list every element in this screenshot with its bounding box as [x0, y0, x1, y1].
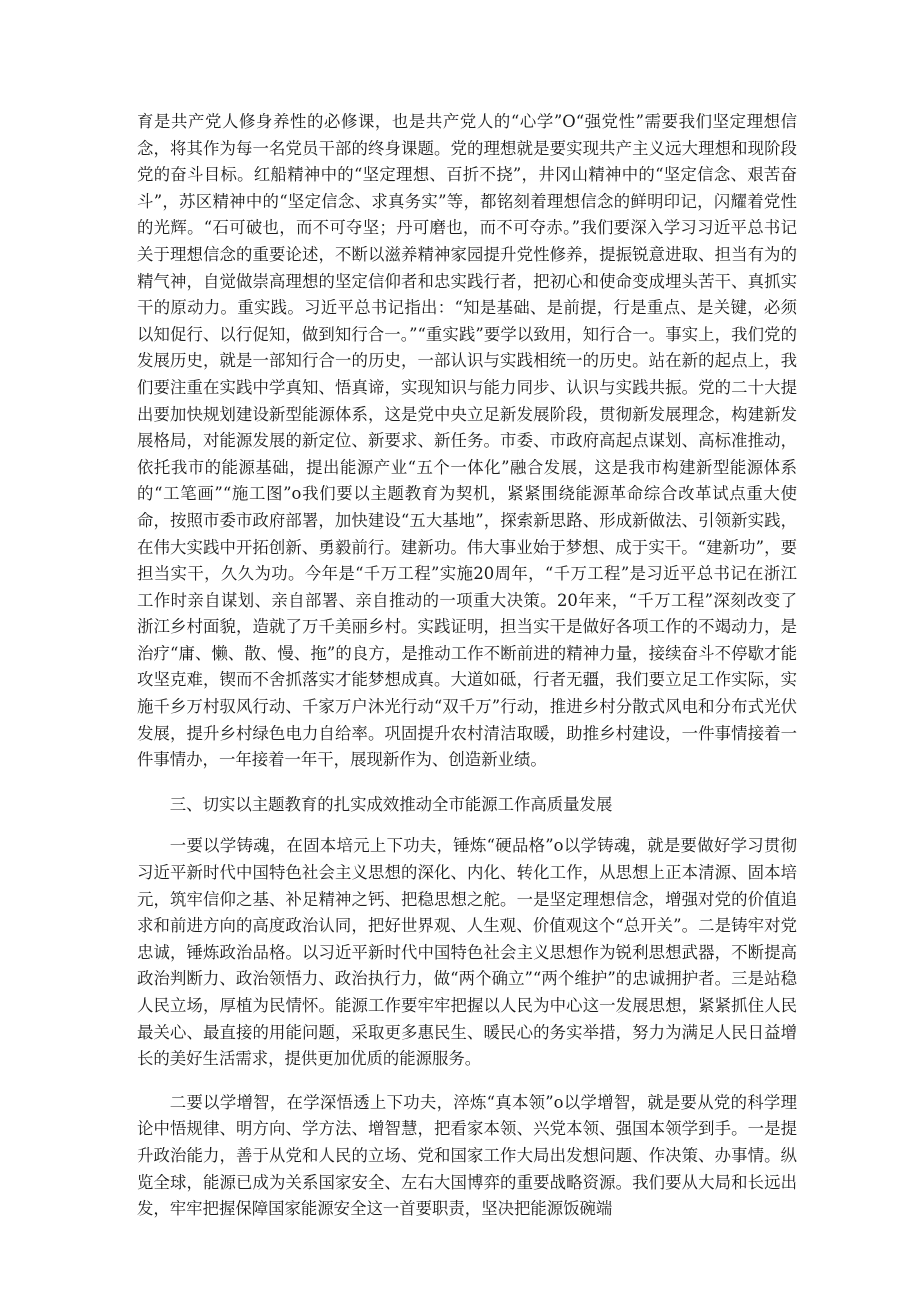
document-page: [137, 109, 797, 1223]
section-heading-3: 三、切实以主题教育的扎实成效推动全市能源工作高质量发展: [169, 794, 613, 814]
body-paragraph-2: 一要以学铸魂，在固本培元上下功夫，锤炼“硬品格”o以学铸魂，就是要做好学习贯彻习近平新时代中国特色社会主义思想的深化、内化、转化工作，从思想上正本清源、固本培元，筑牢信仰之基、补足精神之钙、把稳思想之舵。一是坚定理想信念，增强对党的价值追求和前进方向的高度政治认同，把好世界观、人生观、价值观这个“总开关”。二是铸牢对党忠诚，锤炼政治品格。以习近平新时代中国特色社会主义思想作为锐利思想武器，不断提高政治判断力、政治领悟力、政治执行力，做“两个确立”“两个维护”的忠诚拥护者。三是站稳人民立场，厚植为民情怀。能源工作要牢牢把握以人民为中心这一发展思想，紧紧抓住人民最关心、最直接的用能问题，采取更多惠民生、暖民心的务实举措，努力为满足人民日益增长的美好生活需求，提供更加优质的能源服务。: [137, 836, 797, 1069]
body-paragraph-3: 二要以学增智，在学深悟透上下功夫，淬炼“真本领”o以学增智，就是要从党的科学理论中悟规律、明方向、学方法、增智慧，把看家本领、兴党本领、强国本领学到手。一是提升政治能力，善于从党和人民的立场、党和国家工作大局出发想问题、作决策、办事情。纵览全球，能源已成为关系国家安全、左右大国博弈的重要战略资源。我们要从大局和长远出发，牢牢把握保障国家能源安全这一首要职责，坚决把能源饭碗端: [137, 1092, 797, 1219]
body-paragraph-1: 育是共产党人修身养性的必修课，也是共产党人的“心学”O“强党性”需要我们坚定理想信念，将其作为每一名党员干部的终身课题。党的理想就是要实现共产主义远大理想和现阶段党的奋斗目标。红船精神中的“坚定理想、百折不挠”，井冈山精神中的“坚定信念、艰苦奋斗”，苏区精神中的“坚定信念、求真务实”等，都铭刻着理想信念的鲜明印记，闪耀着党性的光辉。“石可破也，而不可夺坚；丹可磨也，而不可夺赤。”我们要深入学习习近平总书记关于理想信念的重要论述，不断以滋养精神家园提升党性修养，提振锐意进取、担当有为的精气神，自觉做崇高理想的坚定信仰者和忠实践行者，把初心和使命变成埋头苦干、真抓实干的原动力。重实践。习近平总书记指出：“知是基础、是前提，行是重点、是关键，必须以知促行、以行促知，做到知行合一。”“重实践”要学以致用，知行合一。事实上，我们党的发展历史，就是一部知行合一的历史，一部认识与实践相统一的历史。站在新的起点上，我们要注重在实践中学真知、悟真谛，实现知识与能力同步、认识与实践共振。党的二十大提出要加快规划建设新型能源体系，这是党中央立足新发展阶段，贯彻新发展理念，构建新发展格局，对能源发展的新定位、新要求、新任务。市委、市政府高起点谋划、高标准推动，依托我市的能源基础，提出能源产业“五个一体化”融合发展，这是我市构建新型能源体系的“工笔画”“施工图”o我们要以主题教育为契机，紧紧围绕能源革命综合改革试点重大使命，按照市委市政府部署，加快建设“五大基地”，探索新思路、形成新做法、引领新实践，在伟大实践中开拓创新、勇毅前行。建新功。伟大事业始于梦想、成于实干。“建新功”，要担当实干，久久为功。今年是“千万工程”实施20周年，“千万工程”是习近平总书记在浙江工作时亲自谋划、亲自部署、亲自推动的一项重大决策。20年来，“千万工程”深刻改变了浙江乡村面貌，造就了万千美丽乡村。实践证明，担当实干是做好各项工作的不竭动力，是治疗“庸、懒、散、慢、拖”的良方，是推动工作不断前进的精神力量，接续奋斗不停歇才能攻坚克难，锲而不舍抓落实才能梦想成真。大道如砥，行者无疆，我们要立足工作实际，实施千乡万村驭风行动、千家万户沐光行动“双千万”行动，推进乡村分散式风电和分布式光伏发展，提升乡村绿色电力自给率。巩固提升农村清洁取暖，助推乡村建设，一件事情接着一件事情办，一年接着一年干，展现新作为、创造新业绩。: [137, 112, 797, 770]
